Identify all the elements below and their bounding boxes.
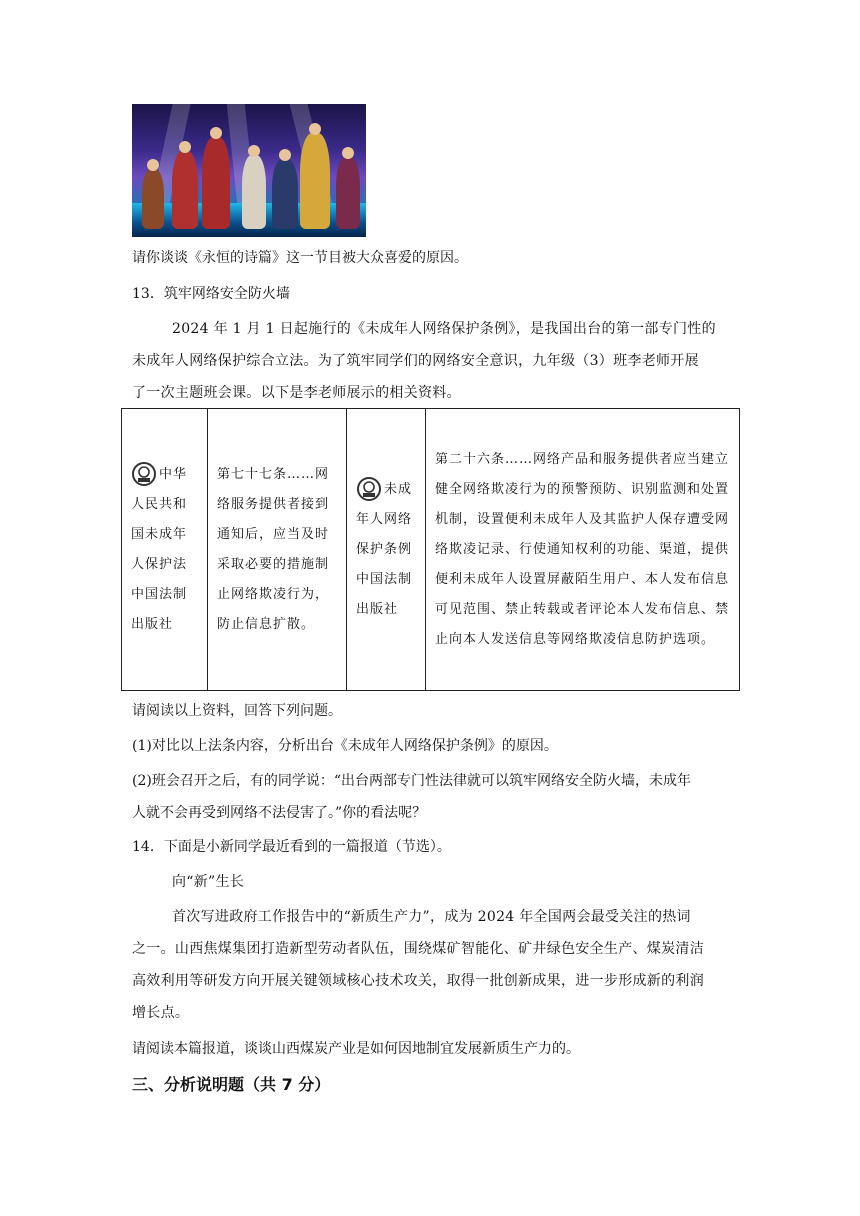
q13-sub1: (1)对比以上法条内容，分析出台《未成年人网络保护条例》的原因。 bbox=[132, 738, 558, 754]
book-cell-network-protection-regulation bbox=[347, 409, 426, 691]
article77-cell bbox=[208, 409, 347, 691]
article77-text: 第七十七条……网络服务提供者接到通知后，应当及时采取必要的措施制止网络欺凌行为，防止信息扩散。 bbox=[217, 466, 330, 632]
stage-performance-photo bbox=[132, 104, 366, 237]
q12-prompt: 请你谈谈《永恒的诗篇》这一节目被大众喜爱的原因。 bbox=[132, 250, 468, 266]
book-cover-icon bbox=[356, 476, 382, 502]
law-comparison-table bbox=[121, 408, 740, 691]
article26-cell bbox=[426, 409, 740, 691]
q14-title: 14．下面是小新同学最近看到的一篇报道（节选）。 bbox=[132, 839, 451, 855]
article26-text: 第二十六条……网络产品和服务提供者应当建立健全网络欺凌行为的预警预防、识别监测和处置机制，设置便利未成年人及其监护人保存遭受网络欺凌记录、行使通知权利的功能、渠道，提供便利未成年人设置屏蔽陌生用户、本人发布信息可见范围、禁止转载或者评论本人发布信息、禁止向本人发送信息等网络欺凌信息防护选项。 bbox=[435, 451, 730, 647]
book1-title: 中华人民共和国未成年人保护法中国法制出版社 bbox=[131, 466, 188, 632]
report-para-line3: 高效利用等研发方向开展关键领域核心技术攻关，取得一批创新成果，进一步形成新的利润 bbox=[132, 973, 704, 989]
q13-intro-line3: 了一次主题班会课。以下是李老师展示的相关资料。 bbox=[132, 385, 461, 401]
book2-title: 未成年人网络保护条例中国法制出版社 bbox=[356, 481, 413, 617]
book-cell-minor-protection-law bbox=[122, 409, 208, 691]
report-para-line1: 首次写进政府工作报告中的“新质生产力”，成为 2024 年全国两会最受关注的热词 bbox=[172, 909, 691, 925]
q13-after-table: 请阅读以上资料，回答下列问题。 bbox=[132, 703, 342, 719]
q13-intro-line2: 未成年人网络保护综合立法。为了筑牢同学们的网络安全意识，九年级（3）班李老师开展 bbox=[132, 353, 699, 369]
q13-intro-line1: 2024 年 1 月 1 日起施行的《未成年人网络保护条例》，是我国出台的第一部专门性的 bbox=[172, 321, 716, 337]
q13-title: 13．筑牢网络安全防火墙 bbox=[132, 286, 290, 302]
book-cover-icon bbox=[131, 461, 157, 487]
section3-heading: 三、分析说明题（共 7 分） bbox=[132, 1075, 331, 1094]
report-para-line4: 增长点。 bbox=[132, 1005, 190, 1021]
report-title: 向“新”生长 bbox=[172, 874, 245, 890]
q13-sub2-line2: 人就不会再受到网络不法侵害了。”你的看法呢？ bbox=[132, 805, 427, 821]
q13-sub2-line1: (2)班会召开之后，有的同学说：“出台两部专门性法律就可以筑牢网络安全防火墙，未成年 bbox=[132, 773, 691, 789]
q14-prompt: 请阅读本篇报道，谈谈山西煤炭产业是如何因地制宜发展新质生产力的。 bbox=[132, 1041, 580, 1057]
report-para-line2: 之一。山西焦煤集团打造新型劳动者队伍，围绕煤矿智能化、矿井绿色安全生产、煤炭清洁 bbox=[132, 941, 704, 957]
